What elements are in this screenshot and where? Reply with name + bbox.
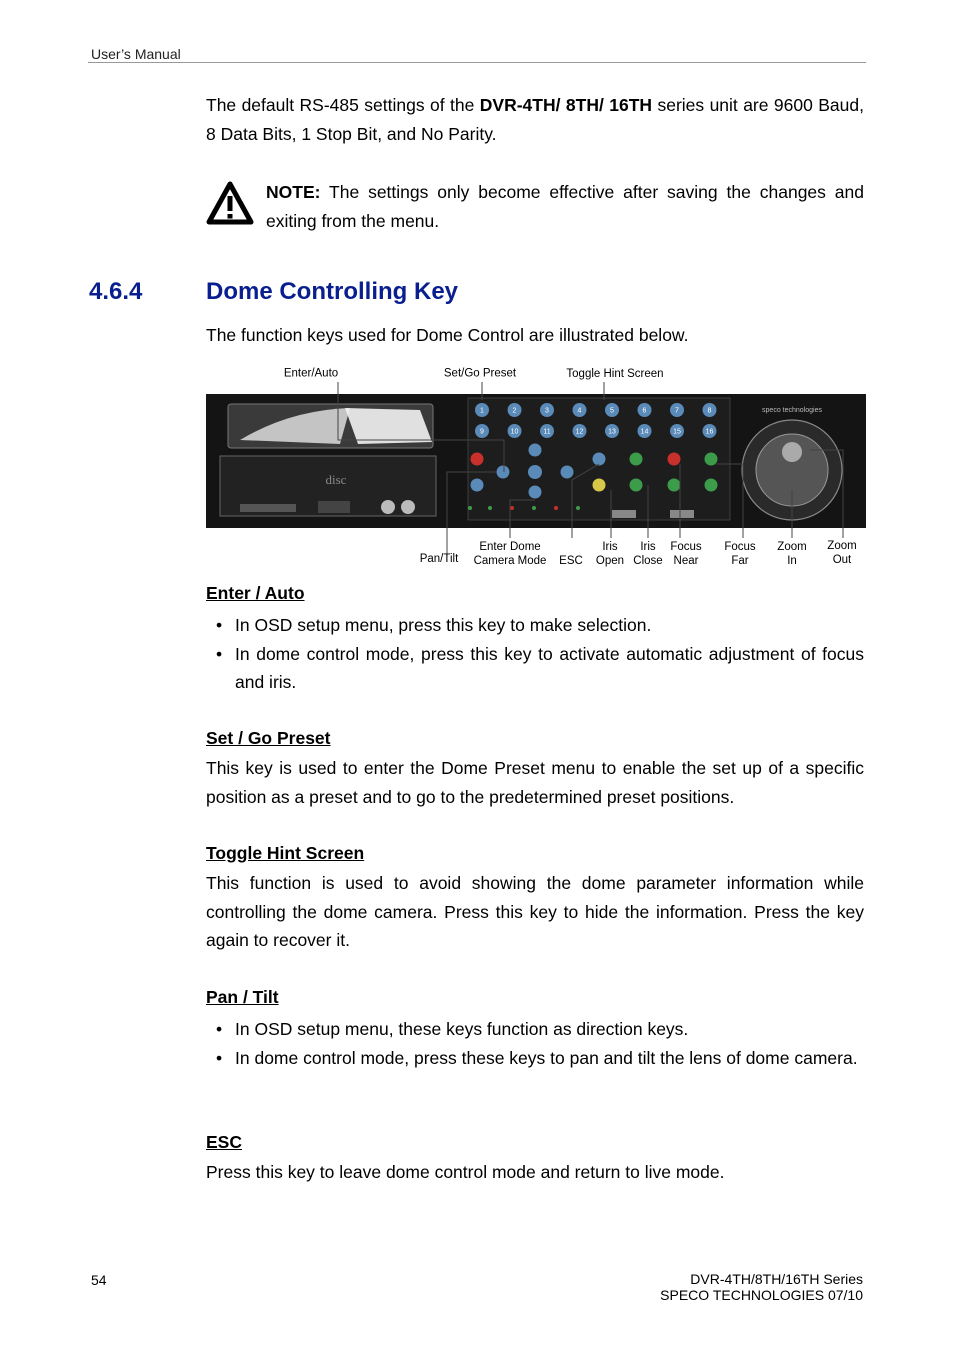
footer-company: SPECO TECHNOLOGIES 07/10 — [660, 1286, 863, 1303]
warning-icon — [206, 180, 254, 226]
label-zoom-in-2: In — [787, 555, 797, 567]
label-enter-dome-1: Enter Dome — [479, 541, 541, 553]
enter-auto-key — [528, 465, 542, 479]
intro-paragraph — [206, 91, 864, 148]
list-item: • In dome control mode, press these keys to pan and tilt the lens of dome camera. — [216, 1047, 858, 1068]
esc-text: Press this key to leave dome control mode and return to live mode. — [206, 1162, 725, 1182]
label-set-go-preset: Set/Go Preset — [443, 367, 517, 380]
label-iris-close-2: Close — [633, 555, 663, 567]
note-paragraph — [266, 178, 864, 235]
channel-key-label: 6 — [642, 407, 647, 415]
disc-label: disc — [325, 472, 347, 487]
note-text: The settings only become effective after saving the changes and exiting from the menu. — [266, 182, 864, 231]
enter-auto-bullets — [206, 611, 864, 697]
front-panel-figure — [200, 360, 870, 572]
focus-far-key — [705, 453, 718, 466]
heading-pan-tilt: Pan / Tilt — [206, 987, 279, 1007]
note-label: NOTE: — [266, 182, 321, 202]
enter-dome-key — [593, 453, 606, 466]
label-zoom-out-2: Out — [832, 554, 852, 566]
label-toggle-hint-screen: Toggle Hint Screen — [566, 368, 664, 380]
set-go-preset-text: This key is used to enter the Dome Preset menu to enable the set up of a specific position as a preset and to go to the predetermined preset positions. — [206, 758, 864, 807]
label-esc: ESC — [559, 555, 583, 567]
iris-key — [630, 453, 643, 466]
red-function-key — [471, 453, 484, 466]
label-zoom-in-1: Zoom — [777, 541, 807, 553]
label-enter-auto: Enter/Auto — [283, 367, 339, 380]
intro-text-after: series unit are 9600 Baud, 8 Data Bits, 1 Stop Bit, and No Parity. — [206, 95, 864, 144]
channel-key-label: 15 — [673, 428, 681, 436]
focus-near-key — [668, 453, 681, 466]
esc-key — [593, 479, 606, 492]
label-iris-open-1: Iris — [602, 541, 618, 553]
section-number: 4.6.4 — [89, 278, 143, 305]
label-enter-dome-2: Camera Mode — [473, 555, 547, 567]
label-iris-close-1: Iris — [640, 541, 656, 553]
list-item: • In dome control mode, press this key to activate automatic adjustment of focus and iris. — [216, 643, 864, 692]
label-zoom-out-1: Zoom — [827, 540, 857, 552]
label-focus-near-2: Near — [673, 555, 699, 567]
heading-toggle-hint: Toggle Hint Screen — [206, 843, 365, 863]
heading-set-go-preset: Set / Go Preset — [206, 728, 331, 748]
page-number: 54 — [91, 1272, 107, 1288]
channel-key-label: 4 — [577, 407, 582, 415]
list-item: • In OSD setup menu, these keys function as direction keys. — [216, 1019, 689, 1039]
label-pan-tilt: Pan/Tilt — [419, 553, 459, 565]
toggle-hint-text: This function is used to avoid showing the dome parameter information while controlling the dome camera. Press this key to hide the information. Press the key again to recover it. — [206, 873, 864, 950]
label-focus-far-2: Far — [731, 555, 749, 567]
running-header: User’s Manual — [91, 46, 181, 62]
header-rule — [88, 62, 866, 63]
channel-key-label: 3 — [545, 407, 549, 415]
list-item: • In OSD setup menu, press this key to make selection. — [216, 615, 652, 635]
intro-text-before: The default RS-485 settings of the — [206, 95, 480, 115]
channel-key-label: 2 — [512, 407, 517, 415]
pan-tilt-bullets — [206, 1015, 864, 1072]
channel-key-label: 5 — [610, 407, 614, 415]
brand-logo: speco technologies — [762, 407, 822, 414]
channel-key-label: 16 — [705, 428, 714, 436]
channel-key-label: 10 — [510, 428, 519, 436]
label-iris-open-2: Open — [595, 555, 625, 567]
label-focus-far-1: Focus — [724, 541, 756, 553]
channel-key-label: 11 — [543, 428, 551, 436]
intro-model-name: DVR-4TH/ 8TH/ 16TH — [479, 95, 653, 115]
channel-key-label: 13 — [608, 428, 616, 436]
section-intro: The function keys used for Dome Control are illustrated below. — [206, 325, 689, 345]
heading-esc: ESC — [206, 1132, 242, 1152]
channel-key-label: 1 — [480, 407, 484, 415]
channel-key-label: 8 — [707, 407, 712, 415]
channel-key-label: 14 — [640, 428, 649, 436]
footer-info — [660, 1272, 863, 1303]
footer-series: DVR-4TH/8TH/16TH Series — [690, 1271, 863, 1287]
section-title: Dome Controlling Key — [206, 278, 459, 305]
channel-key-label: 12 — [575, 428, 584, 436]
heading-enter-auto: Enter / Auto — [206, 583, 305, 603]
channel-key-label: 7 — [675, 407, 679, 415]
channel-key-label: 9 — [480, 428, 484, 436]
label-focus-near-1: Focus — [670, 541, 702, 553]
